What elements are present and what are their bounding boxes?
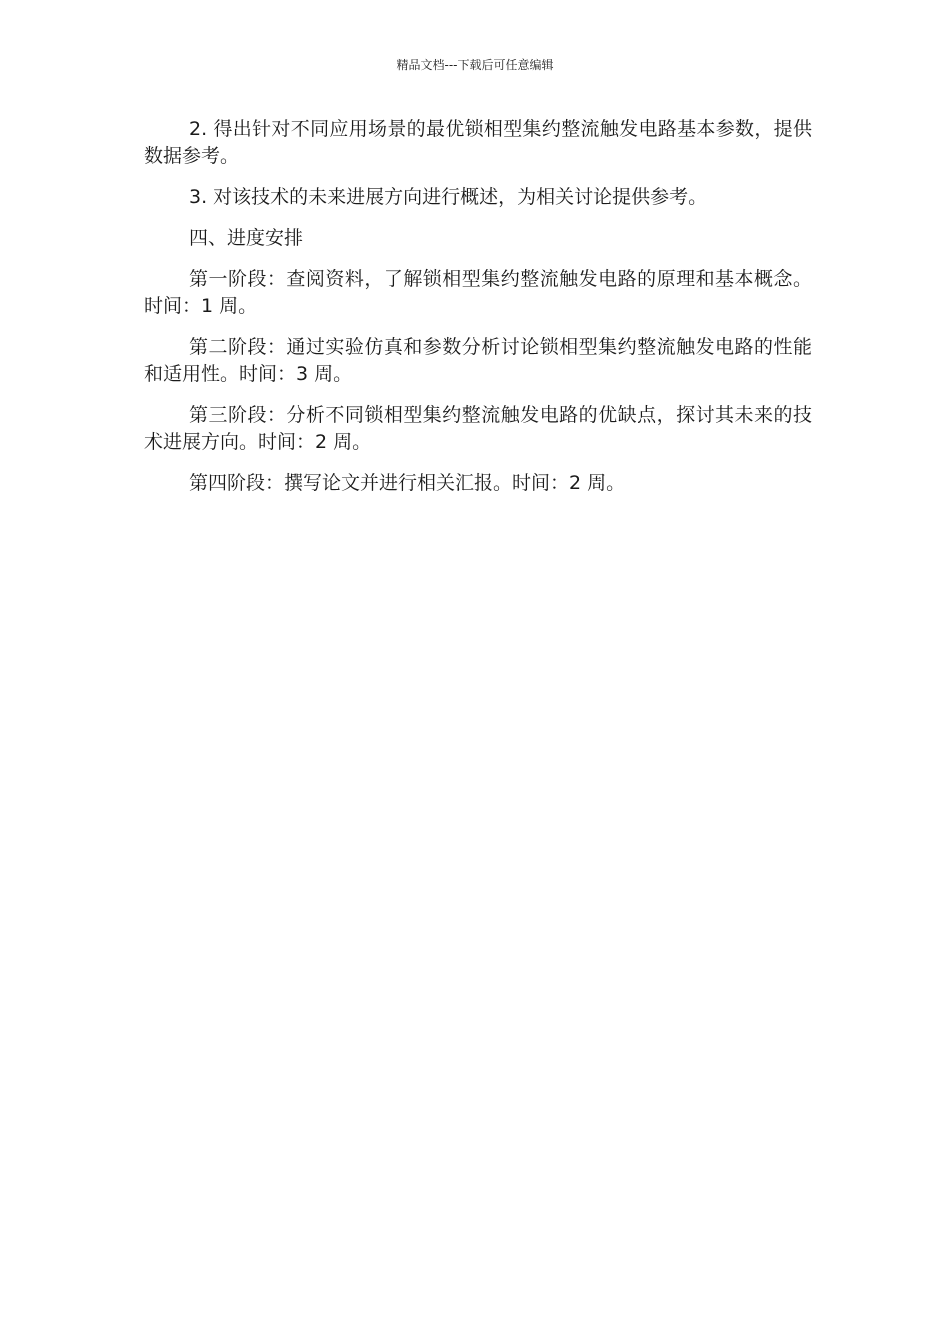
- section-heading-schedule: 四、进度安排: [189, 227, 304, 249]
- document-body: [144, 116, 812, 511]
- paragraph-stage-2: 第二阶段：通过实验仿真和参数分析讨论锁相型集约整流触发电路的性能和适用性。时间：3 周。: [144, 336, 812, 385]
- page-header: 精品文档---下载后可任意编辑: [396, 58, 554, 72]
- paragraph-goal-3: 3. 对该技术的未来进展方向进行概述，为相关讨论提供参考。: [189, 186, 708, 208]
- paragraph-stage-3: 第三阶段：分析不同锁相型集约整流触发电路的优缺点，探讨其未来的技术进展方向。时间：2 周。: [144, 404, 812, 453]
- paragraph-stage-4: 第四阶段：撰写论文并进行相关汇报。时间：2 周。: [189, 472, 626, 494]
- paragraph-stage-1: 第一阶段：查阅资料，了解锁相型集约整流触发电路的原理和基本概念。时间：1 周。: [144, 268, 812, 317]
- paragraph-goal-2: 2. 得出针对不同应用场景的最优锁相型集约整流触发电路基本参数，提供数据参考。: [144, 118, 812, 167]
